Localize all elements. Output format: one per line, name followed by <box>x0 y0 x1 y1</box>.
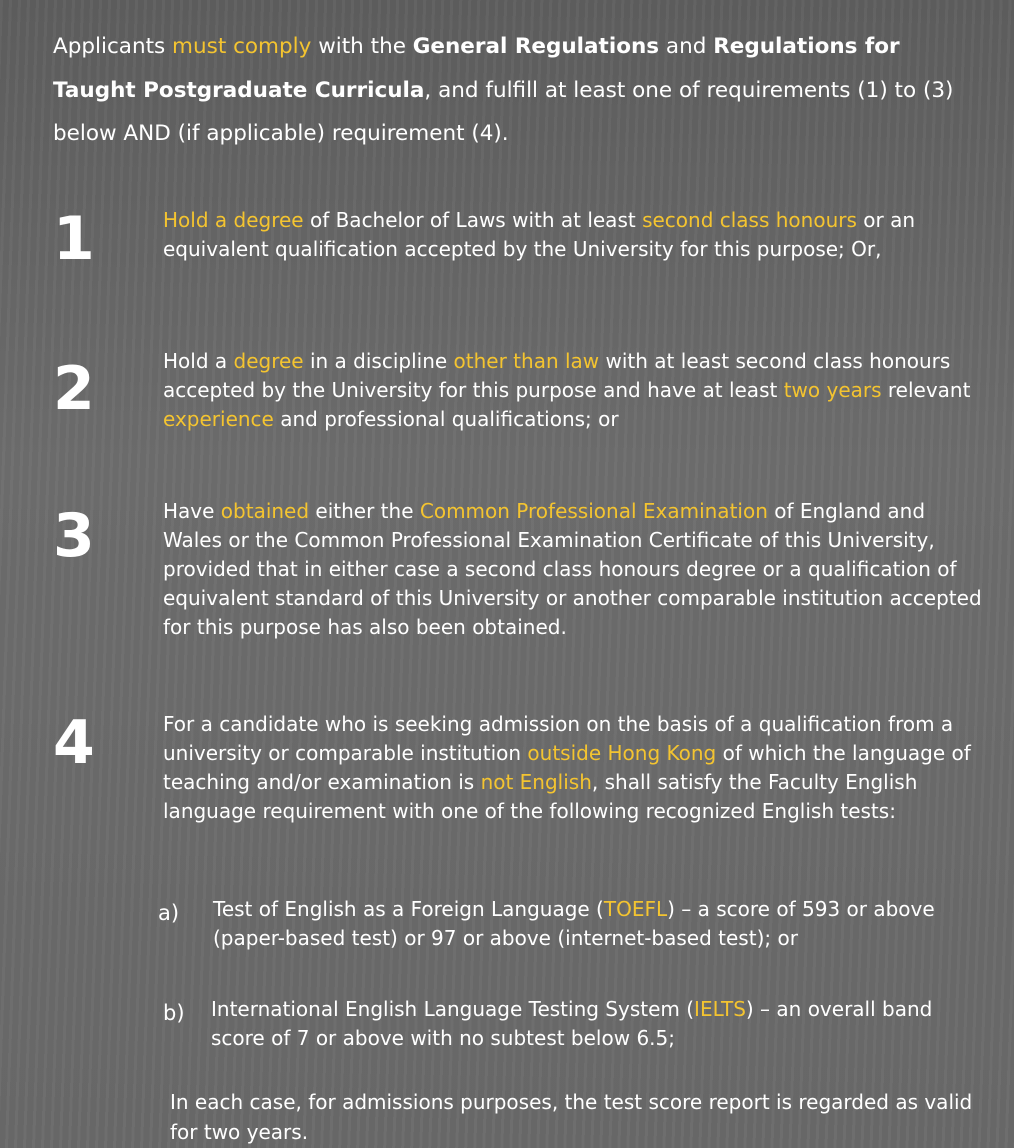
highlight: outside Hong Kong <box>527 741 717 765</box>
requirement-number-1: 1 <box>53 204 95 274</box>
intro-text: with the <box>311 34 413 59</box>
highlight: Hold a degree <box>163 208 304 232</box>
intro-paragraph <box>53 25 983 156</box>
highlight-toefl: TOEFL <box>603 897 668 921</box>
requirement-number-3: 3 <box>53 501 95 571</box>
highlight: other than law <box>453 349 600 373</box>
requirement-1-text <box>163 206 983 264</box>
text: relevant <box>881 378 971 402</box>
text: with at least second class honours accepted by the University for this purpose and have at least <box>163 349 951 402</box>
intro-highlight-must-comply: must comply <box>172 34 312 59</box>
highlight: not English <box>480 770 592 794</box>
highlight: Common Professional Examination <box>419 499 768 523</box>
text: of England and Wales or the Common Professional Examination Certificate of this University, provided that in either case a second class honours degree or a qualification of equivalent standard of this University or another comparable institution accepted for this purpose has also been obtained. <box>163 499 982 639</box>
highlight-ielts: IELTS <box>694 997 746 1021</box>
highlight: obtained <box>220 499 310 523</box>
text: either the <box>309 499 420 523</box>
text: Hold a <box>163 349 234 373</box>
requirement-number-2: 2 <box>53 354 95 424</box>
text: International English Language Testing System ( <box>211 997 695 1021</box>
test-a-text <box>213 895 973 953</box>
requirement-4-text <box>163 710 983 826</box>
test-label-b: b) <box>163 1001 185 1025</box>
text: Have <box>163 499 221 523</box>
text: of which the language of teaching and/or examination is <box>163 741 971 794</box>
requirement-3-text <box>163 497 983 642</box>
highlight: experience <box>163 407 274 431</box>
intro-bold-general-regulations: General Regulations <box>412 34 660 59</box>
requirement-2-text <box>163 347 983 434</box>
test-label-a: a) <box>158 901 180 925</box>
validity-note: In each case, for admissions purposes, the test score report is regarded as valid for two years. <box>170 1090 973 1144</box>
highlight: two years <box>783 378 882 402</box>
text: ) – an overall band score of 7 or above with no subtest below 6.5; <box>211 997 933 1050</box>
test-b-text <box>211 995 971 1053</box>
text: For a candidate who is seeking admission on the basis of a qualification from a university or comparable institution <box>163 712 954 765</box>
intro-text: and <box>659 34 714 59</box>
text: in a discipline <box>303 349 454 373</box>
text: ) – a score of 593 or above (paper-based test) or 97 or above (internet-based test); or <box>213 897 935 950</box>
text: , shall satisfy the Faculty English language requirement with one of the following recognized English tests: <box>163 770 918 823</box>
intro-text: , and fulfill at least one of requirements (1) to (3) below AND (if applicable) requirement (4). <box>53 77 954 146</box>
intro-bold-tpg-regulations: Regulations for Taught Postgraduate Curricula <box>53 34 900 103</box>
requirement-number-4: 4 <box>53 708 95 778</box>
intro-text: Applicants <box>53 34 173 59</box>
highlight: second class honours <box>642 208 857 232</box>
text: and professional qualifications; or <box>273 407 619 431</box>
highlight: degree <box>233 349 304 373</box>
text: of Bachelor of Laws with at least <box>303 208 643 232</box>
text: or an equivalent qualification accepted by the University for this purpose; Or, <box>163 208 916 261</box>
text: Test of English as a Foreign Language ( <box>213 897 604 921</box>
